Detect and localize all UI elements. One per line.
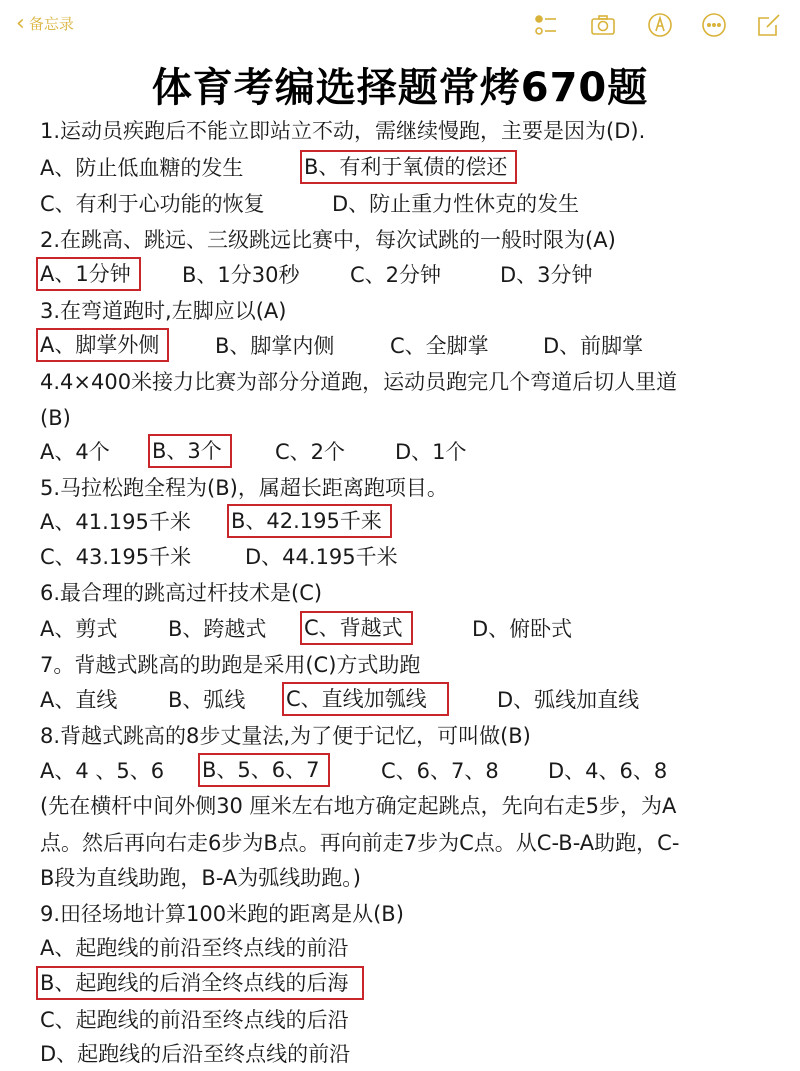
- top-toolbar: [0, 0, 800, 52]
- option-a: A、4 、5、6: [40, 759, 165, 783]
- q7-text: 7。背越式跳高的助跑是采用(C)方式助跑: [40, 653, 421, 677]
- camera-icon[interactable]: [590, 12, 616, 38]
- q1-text: 1.运动员疾跑后不能立即站立不动，需继续慢跑，主要是因为(D).: [40, 119, 646, 143]
- option-b: B、脚掌内侧: [215, 334, 335, 358]
- option-b: B、1分30秒: [182, 263, 300, 287]
- q4-text: 4.4×400米接力比赛为部分分道跑，运动员跑完几个弯道后切人里道: [40, 370, 678, 394]
- q8-note-3: B段为直线助跑，B-A为弧线助跑。): [40, 866, 361, 890]
- q6-text: 6.最合理的跳高过杆技术是(C): [40, 581, 323, 605]
- option-b-answer: B、3个: [148, 434, 232, 468]
- q8-note-2: 点。然后再向右走6步为B点。再向前走7步为C点。从C-B-A助跑，C-: [40, 831, 680, 855]
- option-b-answer: B、42.195千来: [227, 504, 392, 538]
- q9-option-c: C、起跑线的前沿至终点线的后沿: [40, 1008, 349, 1032]
- q3-text: 3.在弯道跑时,左脚应以(A): [40, 299, 287, 323]
- q8-text: 8.背越式跳高的8步丈量法,为了便于记忆，可叫做(B): [40, 724, 531, 748]
- option-b: B、弧线: [168, 688, 246, 712]
- note-title: 体育考编选择题常烤670题: [151, 65, 649, 111]
- option-d: D、前脚掌: [543, 334, 644, 358]
- option-b-answer: B、起跑线的后消全终点线的后海: [36, 966, 364, 1000]
- option-d: D、4、6、8: [548, 759, 668, 783]
- q9-option-d: D、起跑线的后沿至终点线的前沿: [40, 1042, 351, 1066]
- option-a: A、直线: [40, 688, 118, 712]
- checklist-icon[interactable]: [533, 12, 559, 38]
- back-label: 备忘录: [28, 15, 74, 33]
- q5-text: 5.马拉松跑全程为(B)，属超长距离跑项目。: [40, 476, 448, 500]
- q9-text: 9.田径场地计算100米跑的距离是从(B): [40, 902, 404, 926]
- chevron-left-icon: ‹: [16, 10, 25, 36]
- option-c: C、2个: [275, 440, 346, 464]
- q2-text: 2.在跳高、跳远、三级跳远比赛中，每次试跳的一般时限为(A): [40, 228, 616, 252]
- option-d: D、1个: [395, 440, 467, 464]
- option-c: C、6、7、8: [381, 759, 499, 783]
- option-d: D、俯卧式: [472, 617, 573, 641]
- markup-pen-icon[interactable]: [647, 12, 673, 38]
- q9-option-a: A、起跑线的前沿至终点线的前沿: [40, 936, 349, 960]
- q8-note-1: (先在横杆中间外侧30 厘米左右地方确定起跳点，先向右走5步，为A: [40, 794, 677, 818]
- q4-text-cont: (B): [40, 406, 71, 430]
- compose-icon[interactable]: [756, 12, 782, 38]
- option-a: A、剪式: [40, 617, 118, 641]
- option-c: C、有利于心功能的恢复: [40, 192, 265, 216]
- option-c: C、2分钟: [350, 263, 442, 287]
- option-d: D、弧线加直线: [497, 688, 640, 712]
- option-a: A、4个: [40, 440, 110, 464]
- option-b-answer: B、5、6、7: [198, 753, 330, 787]
- option-b-answer: B、有利于氧债的偿还: [300, 150, 517, 184]
- option-c-answer: C、直线加瓠线: [282, 682, 449, 716]
- option-a-answer: A、脚掌外侧: [36, 328, 169, 362]
- option-a: A、防止低血糖的发生: [40, 156, 244, 180]
- option-c: C、43.195千米: [40, 545, 192, 569]
- option-a: A、41.195千米: [40, 510, 191, 534]
- option-c-answer: C、背越式: [300, 611, 413, 645]
- option-b: B、跨越式: [168, 617, 267, 641]
- back-button[interactable]: [16, 10, 74, 36]
- more-icon[interactable]: [701, 12, 727, 38]
- option-d: D、3分钟: [500, 263, 593, 287]
- option-a-answer: A、1分钟: [36, 257, 141, 291]
- option-d: D、44.195千米: [245, 545, 398, 569]
- option-c: C、全脚掌: [390, 334, 489, 358]
- option-d: D、防止重力性休克的发生: [332, 192, 580, 216]
